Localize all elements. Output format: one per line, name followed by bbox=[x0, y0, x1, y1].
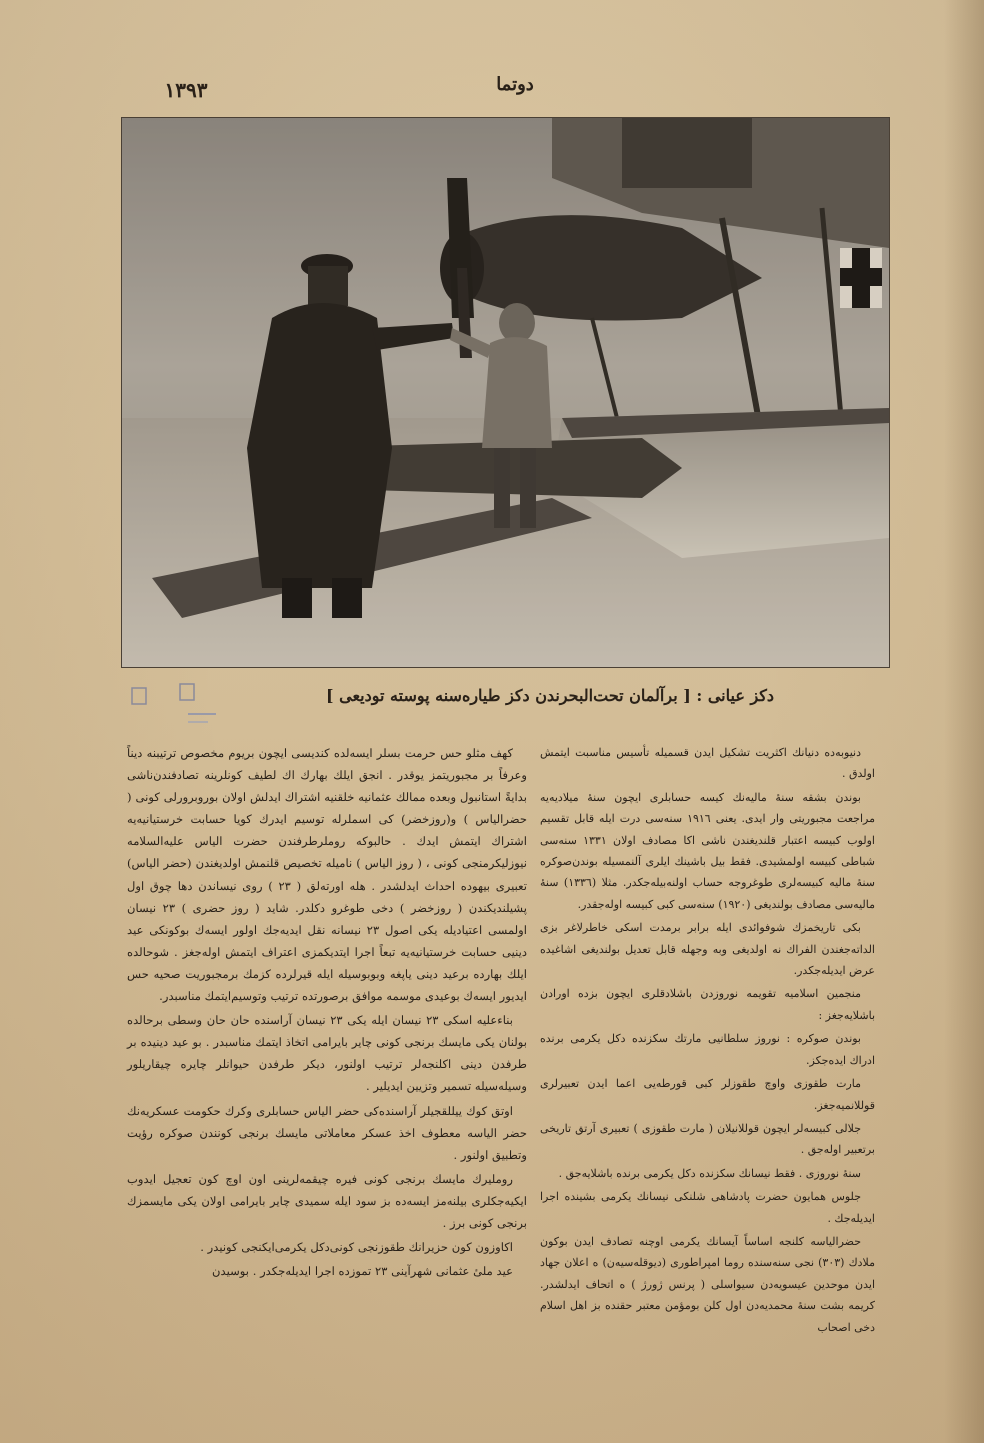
paragraph: مارت طقوزی واوچ طقوزلر کبی قورطه‌یی اعما ایدن تعبیرلری قوللانمیه‌جغز. bbox=[540, 1077, 875, 1112]
page-edge-shadow bbox=[944, 0, 984, 1443]
paragraph: کهف مثلو حس حرمت بسلر ایسه‌لده کندیسی ایچون بریوم مخصوص ترتیبنه دیناً وعرفاً بر مجبوریتمز یوقدر . انجق ایلك بهارك اك لطیف کونلرینه تصادفندن‌ناشی بدایةً استانبول وبعده ممالك عثمانیه خلقنیه اشتراك ایدلش اولان بوروبرورلی کونی ( حضرالیاس ) و(روزخضر) کی اسملرله توسیم ایدرك کویا حسابت خرستیانیه‌یه اشتراك ایتمش ایدك . حالبوکه روملرطرفندن حضرت الیاس علیه‌السلامه نیوزلیکرمنجی کونی ، ( روز الیاس ) نامیله تخصیص قلنمش اولدیغندن (حضر الیاس) تعبیری بیهوده احداث ایدلشدر . هله اورته‌لق ( ٢٣ ) روی نیساندن دها چوق اول پشیلندیکندن ( روزخضر ) دخی طوغرو دکلدر. شاید ( روز حضری ) ٢٣ نیسان اولمسی اعتیادیله یکی اصول ٢٣ نیسانه نقل ایدیه‌جك اولور ایسه‌ك بوکونکی عید دینیی حسابت خرستیانیه‌یه تبعاً اجرا ایتدیکمزی اعتراف ایتمش اوله‌جغز . شوحالده ایلك بهارده برعید دینی یاپغه وبوبوسیله ایله قیرلرده کزمك برمجبوریت صحیه حس ایدیور ایسه‌ك بوعیدی موسمه موافق برصورتده ترتیب وتوسیم‌ایتمك مناسبدر. bbox=[127, 746, 528, 1004]
running-head: دوتما bbox=[496, 74, 534, 95]
page-number: ١٣٩٣ bbox=[164, 78, 208, 102]
paragraph: اوتق کوك ییللقجیلر آراسنده‌کی حضر الیاس حسابلری وکرك حکومت عسکریه‌نك حضر الیاسه معطوف اخذ عسکر معاملاتی مایسك برنجی کونندن صوکره رؤیت وتطبیق اولنور . bbox=[127, 1103, 527, 1162]
photo-caption: دکز عیانی : [ برآلمان تحت‌البحرندن دکز طیاره‌سنه پوسته تودیعی ] bbox=[325, 686, 775, 705]
paragraph: جلالی کبیسه‌لر ایچون قوللانیلان ( مارت طقوزی ) تعبیری آرتق تاریخی برتعبیر اوله‌جق . bbox=[540, 1121, 875, 1157]
paragraph: بناءعلیه اسکی ٢٣ نیسان ایله یکی ٢٣ نیسان آراسنده حان حان وسطی برحالده بولنان یکی مایسك برنجی کونی چایر بایرامی اتخاذ ایتمك مناسبدر . بو عید دینیده بر طرفدن دینی اکلنجه‌لر ترتیب اولنور، دیکر طرفدن حیوانلر چایره چیقاریلور وسیله‌سیله تسمیر وتزیین ایدیلیر . bbox=[127, 1013, 527, 1094]
paragraph: سنهٔ نوروزی . فقط نیسانك سکزنده دکل یکرمی برنده باشلایه‌جق . bbox=[558, 1166, 861, 1180]
library-stamp bbox=[128, 680, 218, 734]
photograph bbox=[122, 118, 889, 667]
paragraph: اکاوزون کون حزیرانك طقوزنجی کونی‌دکل یکرمی‌ایکنجی کونیدر . bbox=[200, 1240, 513, 1255]
left-text-column bbox=[127, 742, 527, 1284]
paragraph: جلوس همایون حضرت پادشاهی شلنکی نیسانك یکرمی بشینده اجرا ایدیله‌جك . bbox=[540, 1190, 875, 1225]
paragraph: بوندن صوکره : نوروز سلطانیی مارتك سکزنده دکل یکرمی برنده ادراك ایده‌جکز. bbox=[540, 1032, 875, 1067]
paragraph: بوندن بشقه سنهٔ مالیه‌نك کیسه حسابلری ایچون سنهٔ میلادیه‌یه مراجعت مجبوریتی وار ایدی. یعنی ١٩١٦ سنه‌سی درت ایله قابل تقسیم اولوب کبیسه اعتبار قلندیغندن ناشی اکا مصادف اولان ١٣٣١ سنه‌سی شباطی کبیسه اولمشیدی. فقط بیل باشینك ایلری آلنمسیله بوندن‌صوکره سنهٔ مالیه کبیسه‌لری طوغروجه حساب اولنه‌بیله‌جکدر. مثلا (١٣٣٦) سنهٔ مالیه‌سی مصادف بولندیغی (١٩٢٠) سنه‌سی کبی کبیسه اوله‌جقدر. bbox=[540, 790, 875, 911]
paragraph: عید ملیٔ عثمانی شهرآینی ٢٣ تموزده اجرا ایدیله‌جکدر . بوسیدن bbox=[211, 1264, 513, 1279]
paragraph: رومليرك مایسك برنجی کونی فیره چیقمه‌لرینی اون اوچ کون تعجیل ایدوب ایکیه‌جکلری بیلنه‌مز ایسه‌ده بز سود ایله سمیدی چایر بایرامی اولان یکی مایسمزك برنجی کونی برز . bbox=[127, 1171, 527, 1230]
paragraph: بکی تاریخمزك شوفوائدی ایله برابر برمدت اسکی خاطرلاغر بزی الداته‌جغندن الفراك نه اولدیغی وبه وجهله قابل تعدیل بولندیغی اشاغیده عرض ایدیله‌جکدر. bbox=[540, 921, 875, 978]
paragraph: حضرالیاسه کلنجه اساساً آیسانك یکرمی اوچنه تصادف ایدن بوکون ملادك (٣٠٣) نجی سنه‌سنده روما امپراطوری (دیوقله‌سیه‌ن) ه اعلان جهاد ایدن موحدین عیسویه‌دن سیواسلی ( پرنس ژورژ ) ه اتحاف ایدلشدر. کریمه بشت سنهٔ محمدیه‌دن اول کلن بومؤمن معتبر حقنده بز اهل اسلام دخی اصحاب bbox=[540, 1234, 875, 1334]
paragraph: دنیوبه‌ده دنیانك اکثریت تشکیل ایدن قسمیله تأسیس مناسبت ایتمش اولدق . bbox=[540, 746, 875, 781]
paragraph: منجمین اسلامیه تقویمه نوروزدن باشلادقلری ایچون بزده اورادن باشلایه‌جغز : bbox=[540, 987, 875, 1022]
seaplane-photo bbox=[122, 118, 889, 667]
right-text-column bbox=[540, 742, 875, 1340]
